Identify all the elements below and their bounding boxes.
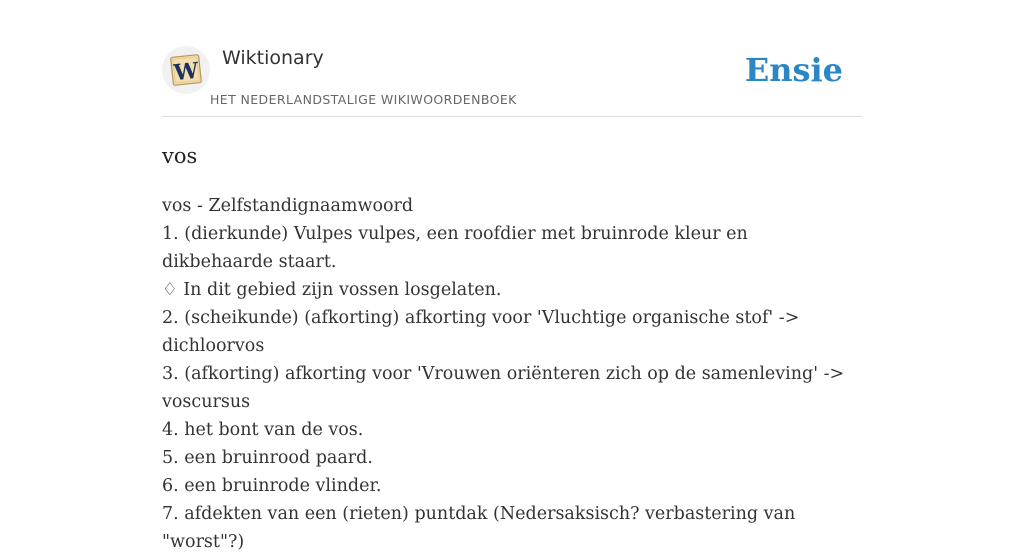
logo-letter: W	[172, 57, 200, 87]
example-line: ♢ In dit gebied zijn vossen losgelaten.	[162, 280, 502, 300]
definition-line: 5. een bruinrood paard.	[162, 448, 373, 468]
page-title: vos	[162, 144, 198, 168]
wiktionary-tile-icon	[168, 52, 204, 88]
definition-text	[162, 192, 862, 556]
ensie-brand-logo[interactable]: Ensie	[744, 51, 843, 89]
definition-line: 7. afdekten van een (rieten) puntdak (Nedersaksisch? verbastering van "worst"?)	[162, 504, 796, 552]
definition-line: 3. (afkorting) afkorting voor 'Vrouwen oriënteren zich op de samenleving' -> voscursus	[162, 364, 845, 412]
word-type-line: vos - Zelfstandignaamwoord	[162, 196, 414, 216]
wiktionary-logo[interactable]	[162, 46, 210, 94]
definition-line: 1. (dierkunde) Vulpes vulpes, een roofdier met bruinrode kleur en dikbehaarde staart.	[162, 224, 748, 272]
site-title[interactable]: Wiktionary	[222, 47, 324, 69]
site-subtitle: HET NEDERLANDSTALIGE WIKIWOORDENBOEK	[210, 92, 517, 107]
definition-line: 2. (scheikunde) (afkorting) afkorting voor 'Vluchtige organische stof' -> dichloorvos	[162, 308, 800, 356]
definition-line: 4. het bont van de vos.	[162, 420, 364, 440]
site-header	[162, 40, 862, 117]
definition-line: 6. een bruinrode vlinder.	[162, 476, 382, 496]
